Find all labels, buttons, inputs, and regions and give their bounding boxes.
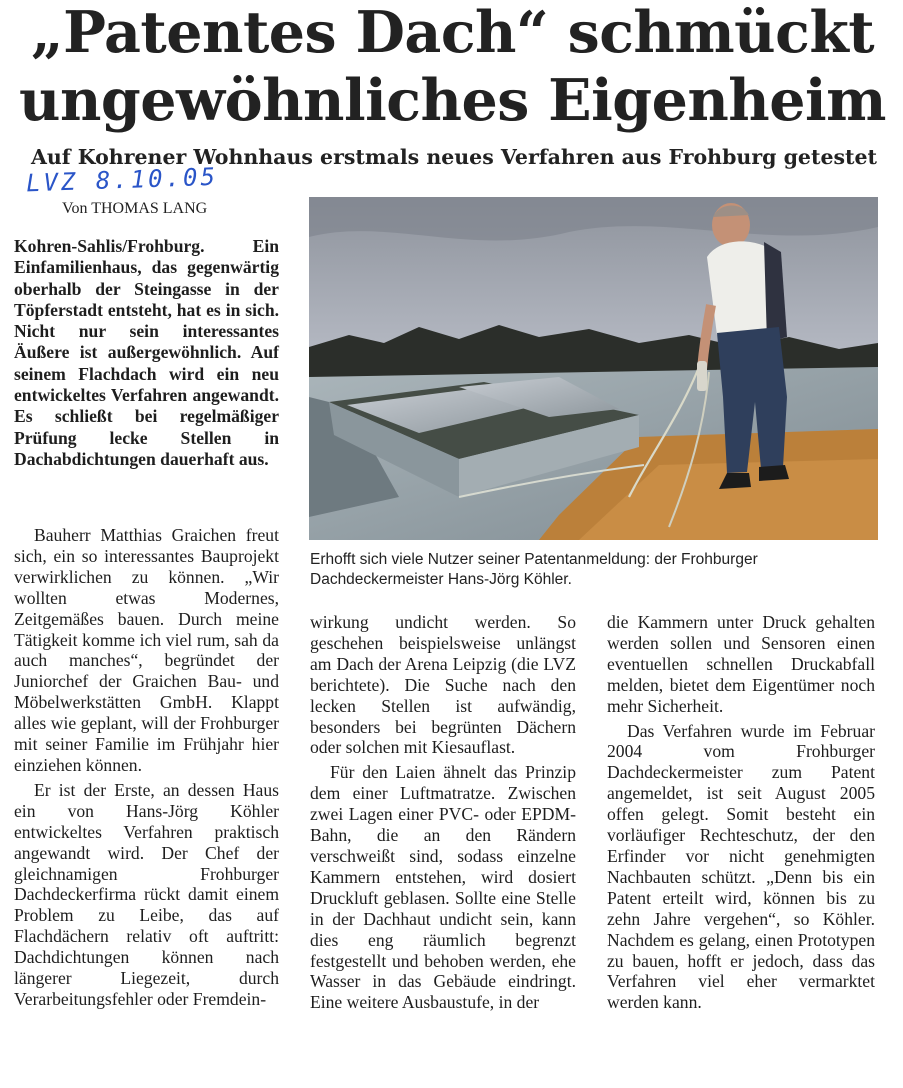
article-column-3 [607,612,875,1013]
article-column-2 [310,612,576,1013]
paragraph: Bauherr Matthias Graichen freut sich, ein so interessantes Bauprojekt verwirklichen zu können. „Wir wollten etwas Modernes, Zeitgemäßes bauen. Durch meine Tätigkeit komme ich viel rum, sah da auch manches“, begründet der Juniorchef der Graichen Bau- und Möbelwerkstätten GmbH. Klappt alles wie geplant, will der Frohburger mit seiner Familie im Frühjahr hier einziehen können. [14,525,279,775]
paragraph: Für den Laien ähnelt das Prinzip dem einer Luftmatratze. Zwischen zwei Lagen einer PVC- oder EPDM-Bahn, die an den Rändern verschweißt sind, sodass einzelne Kammern entstehen, wird dosiert Druckluft geblasen. Sollte eine Stelle in der Dachhaut undicht sein, kann dies eng räumlich begrenzt festgestellt und behoben werden, ehe Wasser in das Gebäude eindringt. Eine weitere Ausbaustufe, in der [310,762,576,1013]
photo-illustration [309,197,878,540]
photo-caption: Erhofft sich viele Nutzer seiner Patentanmeldung: der Frohburger Dachdeckermeister Hans-Jörg Köhler. [310,551,758,588]
headline-line-1: „Patentes Dach“ schmückt [30,0,875,66]
article-column-1 [14,525,279,1010]
lead-paragraph [14,236,279,470]
roof-photo [309,197,878,540]
paragraph: die Kammern unter Druck gehalten werden sollen und Sensoren einen eventuellen schnellen Druckabfall melden, bietet dem Eigentümer noch mehr Sicherheit. [607,612,875,716]
handwritten-date-stamp: LVZ 8.10.05 [25,162,219,198]
lead-text: Kohren-Sahlis/Frohburg. Ein Einfamilienhaus, das gegenwärtig oberhalb der Steingasse in der Töpferstadt entsteht, hat es in sich. Nicht nur sein interessantes Äußere ist außergewöhnlich. Auf seinem Flachdach wird ein neu entwickeltes Verfahren angewandt. Es schließt bei regelmäßiger Prüfung lecke Stellen in Dachabdichtungen dauerhaft aus. [14,236,279,469]
paragraph: Das Verfahren wurde im Februar 2004 vom Frohburger Dachdeckermeister zum Patent angemeldet, ist seit August 2005 offen gelegt. Somit besteht ein vorläufiger Rechteschutz, der den Erfinder vor nicht genehmigten Nachbauten schützt. „Denn bis ein Patent erteilt wird, können bis zu zehn Jahre vergehen“, so Köhler. Nachdem es gelang, einen Prototypen zu bauen, hofft er jedoch, dass das Verfahren viel eher vermarktet werden kann. [607,720,875,1013]
headline-line-2: ungewöhnliches Eigenheim [19,67,886,134]
paragraph: Er ist der Erste, an dessen Haus ein von Hans-Jörg Köhler entwickeltes Verfahren praktisch angewandt wird. Der Chef der gleichnamigen Frohburger Dachdeckerfirma rückt damit einem Problem zu Leibe, das auf Flachdächern relativ oft auftritt: Dachdichtungen können nach längerer Liegezeit, durch Verarbeitungsfehler oder Fremdein- [14,779,279,1009]
subheadline: Auf Kohrener Wohnhaus erstmals neues Verfahren aus Frohburg getestet [30,145,878,169]
byline: Von THOMAS LANG [62,200,208,217]
paragraph: wirkung undicht werden. So geschehen beispielsweise unlängst am Dach der Arena Leipzig (die LVZ berichtete). Die Suche nach den lecken Stellen ist aufwändig, besonders bei begrünten Dächern oder solchen mit Kiesauflast. [310,612,576,758]
